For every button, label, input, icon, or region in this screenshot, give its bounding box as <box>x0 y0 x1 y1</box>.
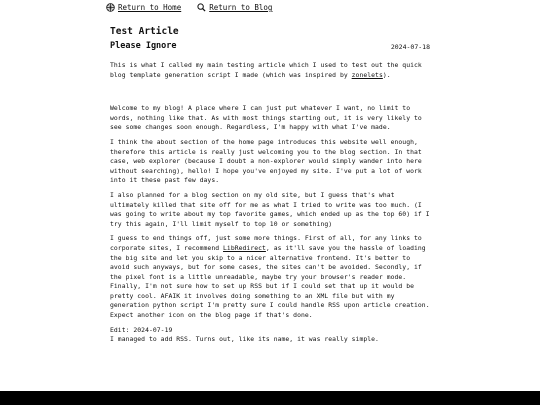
edit-note <box>110 326 430 345</box>
bottom-bar <box>0 391 540 405</box>
edit-heading: Edit: 2024-07-19 <box>110 325 173 334</box>
article-subtitle: Please Ignore <box>110 41 177 51</box>
paragraph-intro-end: ). <box>382 70 391 79</box>
paragraph-intro <box>110 61 430 80</box>
article-title: Test Article <box>110 26 179 37</box>
return-blog-label: Return to Blog <box>209 3 273 12</box>
paragraph-closing-rest: , as it'll save you the hassle of loading the big site and let you skip to a nicer alternative frontend. It's better to avoid such anyways, but for some cases, the sites can't be avoided. Secondly, if the pixel font is a little unreadable, maybe try your browser's reader mode. Finally, I'm not sure how to set up RSS but if I could set that up it would be pretty cool. AFAIK it involves doing something to an XML file but with my generation python script I'm pretty sure I could handle RSS upon article creation. Expect another icon on the blog page if that's done. <box>110 243 430 320</box>
top-nav <box>106 3 272 12</box>
article-date: 2024-07-18 <box>390 43 430 51</box>
edit-text: I managed to add RSS. Turns out, like its name, it was really simple. <box>110 335 379 344</box>
paragraph-old-site: I also planned for a blog section on my old site, but I guess that's what ultimately killed that site off for me as what I tried to write was too much. (I was going to write about my top favorite games, which ended up as the top 60) if I try this again, I'll limit myself to top 10 or something) <box>110 190 430 228</box>
zonelets-link[interactable]: zonelets <box>351 70 383 79</box>
return-home-label: Return to Home <box>118 3 182 12</box>
article-header <box>110 41 430 51</box>
return-blog-link[interactable] <box>197 3 272 12</box>
home-globe-icon <box>106 3 115 12</box>
paragraph-welcome: Welcome to my blog! A place where I can just put whatever I want, no limit to words, nothing like that. As with most things starting out, it is very likely to see some changes soon enough. Regardless, I'm happy with what I've made. <box>110 104 422 132</box>
libredirect-link[interactable]: LibRedirect <box>223 243 266 252</box>
blog-magnifier-icon <box>197 3 206 12</box>
paragraph-closing <box>110 234 430 320</box>
article <box>110 26 430 350</box>
paragraph-intro-text: This is what I called my main testing article which I used to test out the quick blog template generation script I made (which was inspired by <box>110 61 422 79</box>
paragraph-closing-text: I guess to end things off, just some more things. First of all, for any links to corporate sites, I recommend <box>110 234 422 252</box>
paragraph-about: I think the about section of the home page introduces this website well enough, therefore this article is really just welcoming you to the blog section. In that case, web explorer (because I doubt a non-explorer would simply wander into here without searching), hello! I hope you've enjoyed my site. I've put a lot of work into it these past few days. <box>110 137 422 185</box>
return-home-link[interactable] <box>106 3 181 12</box>
